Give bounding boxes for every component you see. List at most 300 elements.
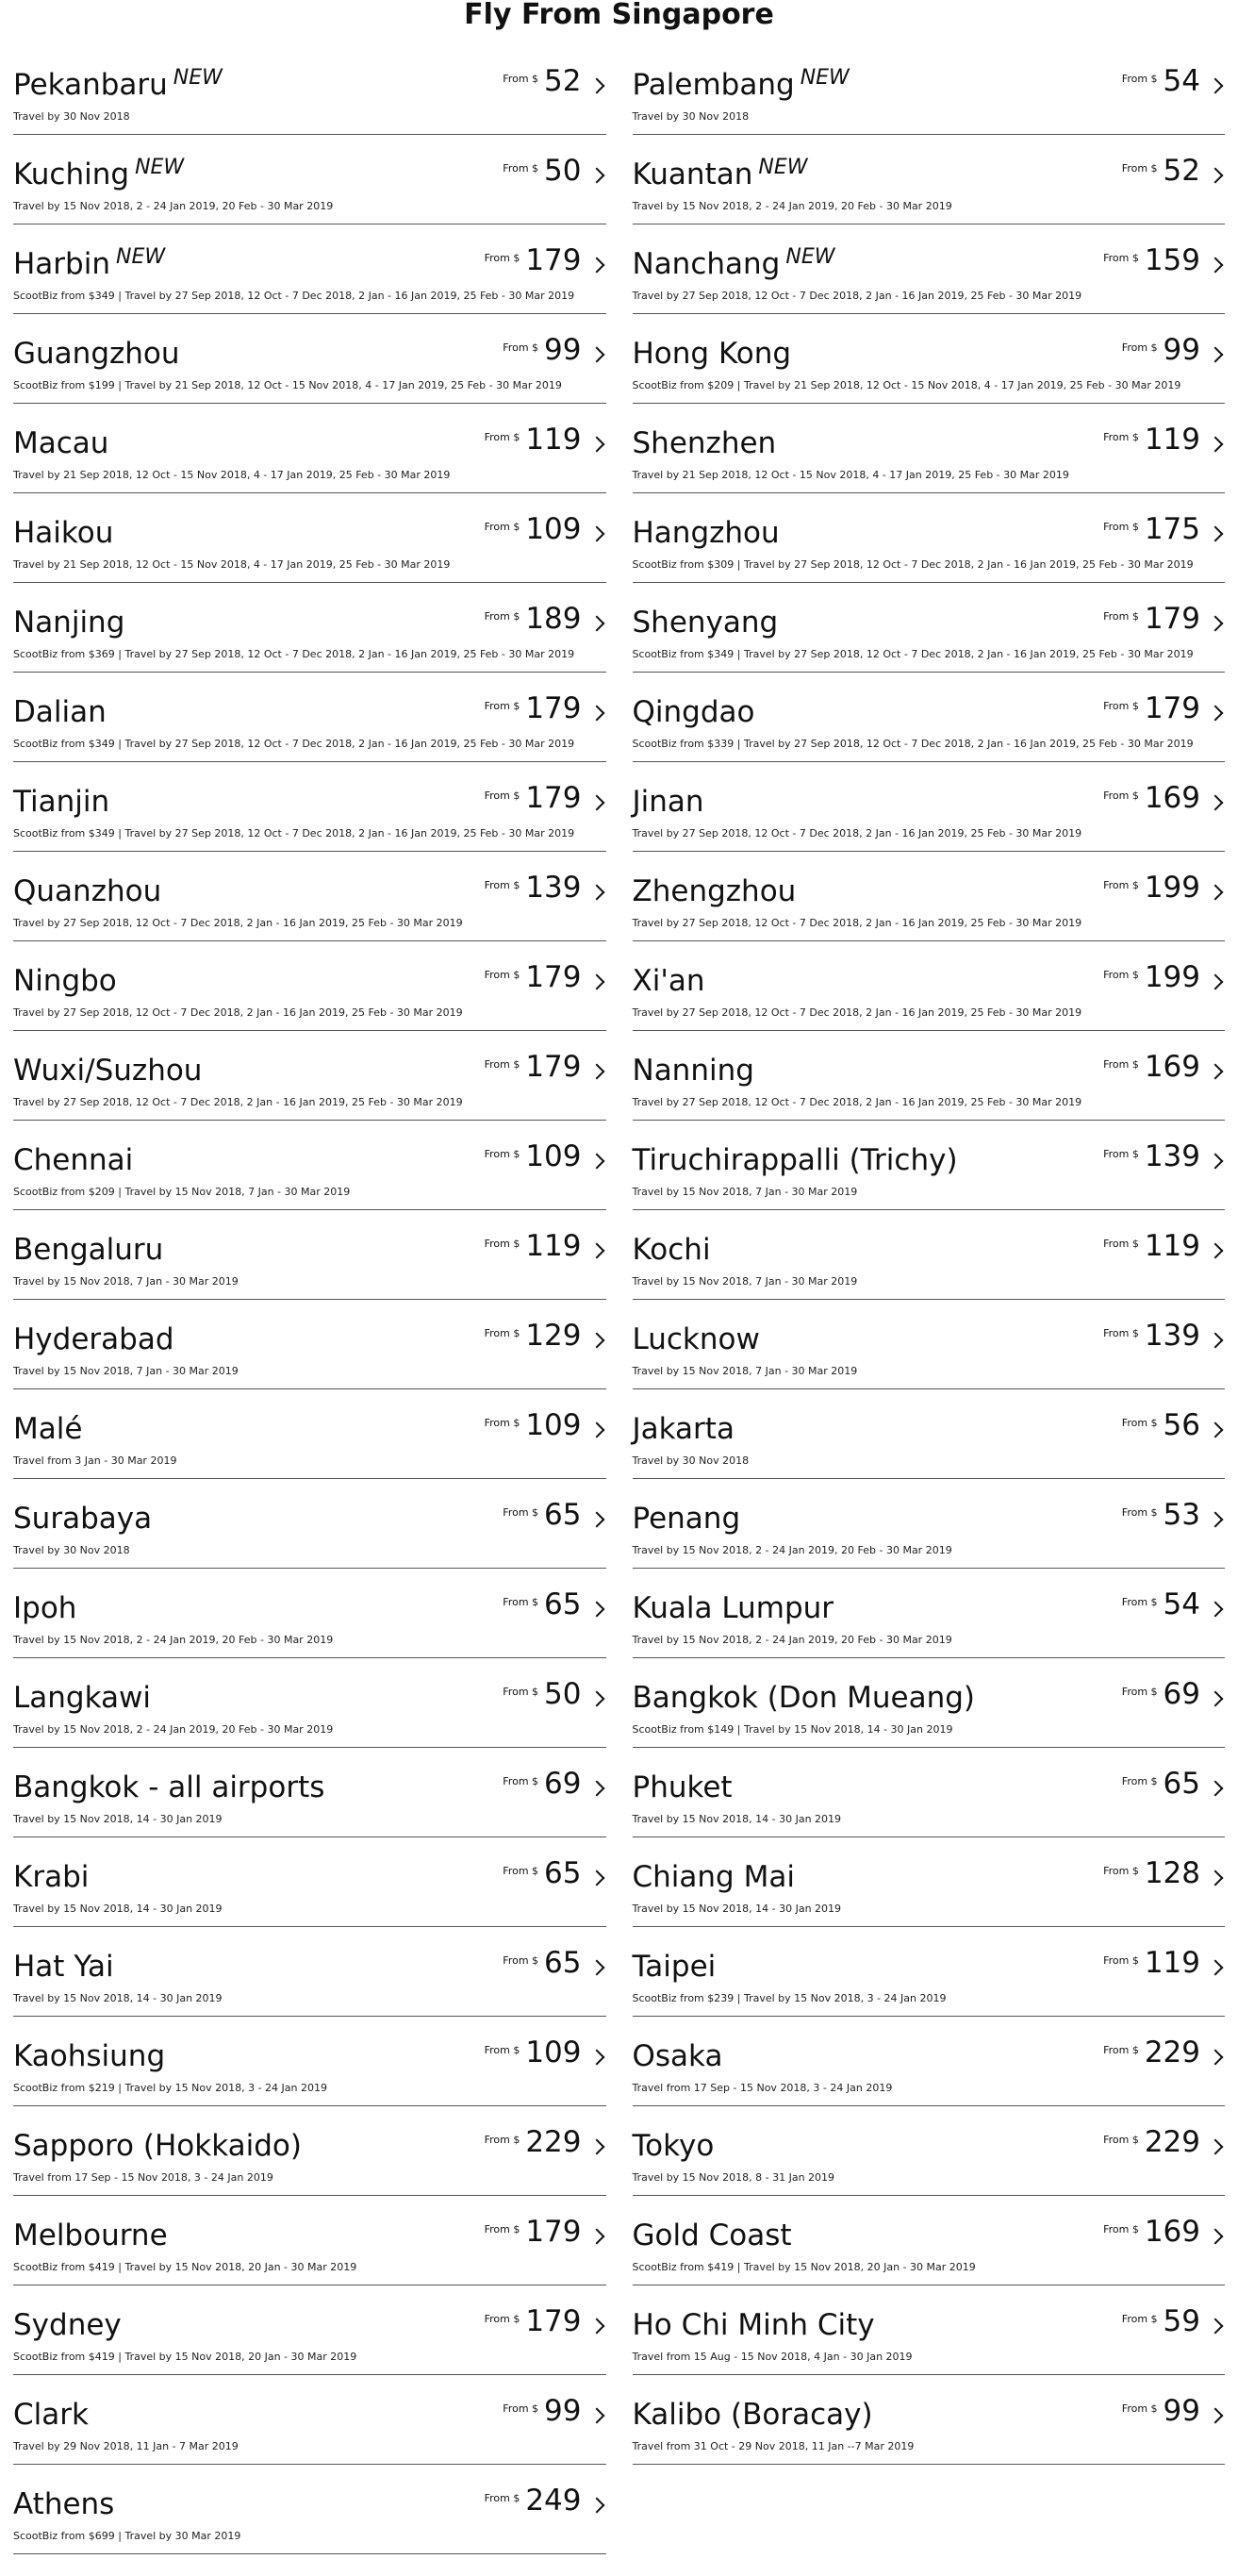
price-amount: 65 — [544, 1946, 582, 1980]
city-name: Kuala Lumpur — [632, 1591, 834, 1625]
city-name: Dalian — [13, 695, 107, 729]
city-name-wrap — [13, 1860, 89, 1894]
travel-note: Travel by 15 Nov 2018, 7 Jan - 30 Mar 2019 — [632, 1275, 858, 1288]
destination-card-17[interactable] — [633, 762, 1226, 852]
chevron-right-icon — [588, 78, 604, 94]
city-name: Kuantan — [632, 158, 753, 191]
city-name-wrap — [632, 244, 835, 281]
city-name: Melbourne — [13, 2219, 168, 2252]
city-name-wrap — [13, 695, 107, 729]
city-name-wrap — [13, 1233, 163, 1267]
price — [1103, 781, 1225, 815]
city-name-wrap — [633, 785, 704, 819]
city-name: Chennai — [13, 1143, 134, 1177]
price — [503, 154, 605, 188]
destination-card-0[interactable] — [13, 45, 606, 135]
travel-note: Travel from 31 Oct - 29 Nov 2018, 11 Jan --7 Mar 2019 — [632, 2440, 915, 2452]
city-name-wrap — [13, 1143, 133, 1177]
price — [485, 871, 606, 905]
chevron-right-icon — [588, 2408, 604, 2424]
chevron-right-icon — [588, 1870, 604, 1886]
price-amount: 65 — [544, 1498, 582, 1532]
new-badge: NEW — [800, 65, 850, 90]
destination-card-4[interactable] — [13, 224, 606, 314]
price — [1103, 1139, 1225, 1173]
travel-note: Travel by 29 Nov 2018, 11 Jan - 7 Mar 2019 — [13, 2440, 239, 2452]
city-name: Shenyang — [632, 606, 779, 640]
travel-note: Travel from 17 Sep - 15 Nov 2018, 3 - 24 Jan 2019 — [632, 2082, 893, 2094]
destination-card-37[interactable] — [633, 1658, 1226, 1748]
city-name-wrap — [633, 516, 780, 550]
chevron-right-icon — [1208, 1512, 1224, 1528]
destination-card-41[interactable] — [633, 1837, 1226, 1927]
chevron-right-icon — [1208, 885, 1224, 901]
price-amount: 179 — [525, 2304, 582, 2338]
chevron-right-icon — [588, 526, 604, 542]
city-name-wrap — [632, 65, 850, 102]
chevron-right-icon — [1208, 2318, 1224, 2335]
city-name-wrap — [633, 426, 777, 460]
price-amount: 109 — [525, 1408, 582, 1442]
city-name-wrap — [633, 1770, 733, 1804]
travel-note: Travel by 21 Sep 2018, 12 Oct - 15 Nov 2018, 4 - 17 Jan 2019, 25 Feb - 30 Mar 2019 — [632, 469, 1069, 481]
city-name: Pekanbaru — [13, 68, 168, 102]
destination-card-30[interactable] — [13, 1389, 606, 1479]
city-name: Sapporo (Hokkaido) — [13, 2129, 302, 2163]
destination-card-19[interactable] — [633, 852, 1226, 941]
travel-note: Travel from 17 Sep - 15 Nov 2018, 3 - 24 Jan 2019 — [13, 2171, 273, 2184]
destination-card-33[interactable] — [633, 1479, 1226, 1569]
travel-note: Travel by 27 Sep 2018, 12 Oct - 7 Dec 2018, 2 Jan - 16 Jan 2019, 25 Feb - 30 Mar 2019 — [632, 290, 1082, 302]
price — [1103, 243, 1225, 277]
travel-note: Travel by 15 Nov 2018, 2 - 24 Jan 2019, 20 Feb - 30 Mar 2019 — [632, 200, 952, 212]
price — [485, 1408, 606, 1442]
destination-card-45[interactable] — [633, 2017, 1226, 2106]
from-label: From $ — [503, 1954, 539, 1967]
price-amount: 119 — [525, 423, 582, 457]
from-label: From $ — [1103, 1327, 1139, 1339]
price-amount: 119 — [1144, 423, 1200, 457]
price — [1103, 602, 1225, 636]
chevron-right-icon — [588, 1333, 604, 1349]
price — [1103, 1050, 1225, 1084]
city-name-wrap — [633, 606, 779, 640]
new-badge: NEW — [135, 155, 185, 179]
price-amount: 199 — [1144, 960, 1200, 994]
destination-card-31[interactable] — [633, 1389, 1226, 1479]
city-name: Surabaya — [13, 1502, 153, 1536]
city-name-wrap — [13, 964, 117, 998]
destination-card-49[interactable] — [633, 2196, 1226, 2285]
price-amount: 189 — [525, 602, 582, 636]
city-name: Tiruchirappalli (Trichy) — [632, 1143, 958, 1177]
price-amount: 53 — [1163, 1498, 1200, 1532]
destination-card-1[interactable] — [633, 45, 1226, 135]
price-amount: 56 — [1163, 1408, 1200, 1442]
from-label: From $ — [1103, 700, 1139, 712]
destination-card-51[interactable] — [633, 2285, 1226, 2375]
destination-card-23[interactable] — [633, 1031, 1226, 1121]
price-amount: 99 — [1163, 2394, 1200, 2428]
city-name: Hangzhou — [632, 516, 780, 550]
from-label: From $ — [503, 1596, 539, 1608]
destination-card-16[interactable] — [13, 762, 606, 852]
price — [1122, 1587, 1225, 1621]
city-name: Krabi — [13, 1860, 90, 1894]
price — [503, 64, 605, 98]
destination-card-13[interactable] — [633, 583, 1226, 673]
price — [485, 2215, 606, 2249]
city-name: Hong Kong — [632, 337, 792, 371]
destination-card-10[interactable] — [13, 493, 606, 583]
price — [1122, 2304, 1225, 2338]
chevron-right-icon — [588, 437, 604, 453]
travel-note: Travel by 15 Nov 2018, 7 Jan - 30 Mar 2019 — [632, 1186, 858, 1198]
travel-note: Travel by 30 Nov 2018 — [632, 1454, 750, 1467]
city-name: Haikou — [13, 516, 114, 550]
chevron-right-icon — [1208, 795, 1224, 811]
travel-note: Travel by 15 Nov 2018, 7 Jan - 30 Mar 2019 — [632, 1365, 858, 1377]
destination-card-43[interactable] — [633, 1927, 1226, 2017]
price-amount: 179 — [1144, 691, 1200, 725]
from-label: From $ — [484, 700, 520, 712]
destination-card-46[interactable] — [13, 2106, 606, 2196]
travel-note: ScootBiz from $209 | Travel by 15 Nov 2018, 7 Jan - 30 Mar 2019 — [13, 1186, 351, 1198]
chevron-right-icon — [1208, 437, 1224, 453]
city-name-wrap — [632, 155, 808, 191]
price-amount: 169 — [1144, 1050, 1200, 1084]
destination-card-22[interactable] — [13, 1031, 606, 1121]
chevron-right-icon — [588, 1602, 604, 1618]
destination-card-8[interactable] — [13, 404, 606, 493]
travel-note: Travel by 27 Sep 2018, 12 Oct - 7 Dec 2018, 2 Jan - 16 Jan 2019, 25 Feb - 30 Mar 2019 — [632, 827, 1082, 839]
chevron-right-icon — [1208, 616, 1224, 632]
from-label: From $ — [1121, 1686, 1158, 1698]
from-label: From $ — [1103, 1148, 1139, 1160]
price — [1103, 871, 1225, 905]
city-name: Zhengzhou — [632, 874, 797, 908]
city-name-wrap — [13, 1770, 324, 1804]
destination-card-34[interactable] — [13, 1569, 606, 1658]
city-name-wrap — [633, 2308, 875, 2342]
destination-card-52[interactable] — [13, 2375, 606, 2465]
chevron-right-icon — [1208, 1781, 1224, 1797]
destination-card-29[interactable] — [633, 1300, 1226, 1389]
destination-card-50[interactable] — [13, 2285, 606, 2375]
price-amount: 159 — [1144, 243, 1200, 277]
city-name-wrap — [633, 337, 792, 371]
page-title: Fly From Singapore — [464, 0, 774, 31]
price — [1103, 1229, 1225, 1263]
price-amount: 179 — [1144, 602, 1200, 636]
from-label: From $ — [484, 1327, 520, 1339]
destination-card-28[interactable] — [13, 1300, 606, 1389]
destination-card-25[interactable] — [633, 1121, 1226, 1210]
destination-card-12[interactable] — [13, 583, 606, 673]
destination-card-32[interactable] — [13, 1479, 606, 1569]
price-amount: 59 — [1163, 2304, 1200, 2338]
chevron-right-icon — [1208, 1243, 1224, 1259]
from-label: From $ — [484, 521, 520, 533]
from-label: From $ — [484, 1417, 520, 1429]
city-name: Bangkok (Don Mueang) — [632, 1681, 976, 1715]
travel-note: Travel by 27 Sep 2018, 12 Oct - 7 Dec 2018, 2 Jan - 16 Jan 2019, 25 Feb - 30 Mar 2019 — [13, 1096, 463, 1108]
city-name: Hat Yai — [13, 1950, 114, 1984]
from-label: From $ — [1103, 2223, 1139, 2235]
travel-note: Travel by 15 Nov 2018, 2 - 24 Jan 2019, 20 Feb - 30 Mar 2019 — [632, 1634, 952, 1646]
price-amount: 179 — [525, 960, 582, 994]
city-name-wrap — [633, 964, 705, 998]
price — [485, 691, 606, 725]
destination-card-36[interactable] — [13, 1658, 606, 1748]
chevron-right-icon — [588, 168, 604, 184]
chevron-right-icon — [588, 1422, 604, 1438]
destination-card-27[interactable] — [633, 1210, 1226, 1300]
city-name-wrap — [633, 1591, 834, 1625]
chevron-right-icon — [1208, 347, 1224, 363]
city-name-wrap — [633, 1950, 717, 1984]
price-amount: 65 — [544, 1856, 582, 1890]
city-name: Jakarta — [632, 1412, 735, 1446]
destination-card-24[interactable] — [13, 1121, 606, 1210]
price-amount: 50 — [544, 154, 582, 188]
from-label: From $ — [1121, 2402, 1158, 2415]
price-amount: 175 — [1144, 512, 1200, 546]
city-name: Phuket — [632, 1770, 733, 1804]
travel-note: Travel by 15 Nov 2018, 2 - 24 Jan 2019, 20 Feb - 30 Mar 2019 — [13, 1634, 334, 1646]
destination-card-40[interactable] — [13, 1837, 606, 1927]
chevron-right-icon — [588, 706, 604, 722]
chevron-right-icon — [1208, 706, 1224, 722]
from-label: From $ — [1103, 431, 1139, 443]
from-label: From $ — [1103, 1865, 1139, 1877]
price-amount: 52 — [1163, 154, 1200, 188]
price — [1122, 1408, 1225, 1442]
from-label: From $ — [484, 1058, 520, 1071]
city-name: Palembang — [632, 68, 795, 102]
travel-note: Travel by 27 Sep 2018, 12 Oct - 7 Dec 2018, 2 Jan - 16 Jan 2019, 25 Feb - 30 Mar 2019 — [632, 1006, 1082, 1019]
price-amount: 179 — [525, 2215, 582, 2249]
price-amount: 179 — [525, 691, 582, 725]
city-name: Qingdao — [632, 695, 755, 729]
from-label: From $ — [503, 1686, 539, 1698]
from-label: From $ — [1103, 969, 1139, 981]
from-label: From $ — [1103, 1238, 1139, 1250]
travel-note: Travel by 15 Nov 2018, 14 - 30 Jan 2019 — [13, 1992, 223, 2004]
from-label: From $ — [503, 162, 539, 175]
price-amount: 249 — [525, 2484, 582, 2518]
travel-note: Travel by 15 Nov 2018, 7 Jan - 30 Mar 2019 — [13, 1275, 239, 1288]
travel-note: ScootBiz from $339 | Travel by 27 Sep 2018, 12 Oct - 7 Dec 2018, 2 Jan - 16 Jan 2019, 25 Feb - 30 Mar 2019 — [632, 738, 1194, 750]
chevron-right-icon — [588, 2318, 604, 2335]
price — [1122, 154, 1225, 188]
city-name-wrap — [13, 1950, 114, 1984]
from-label: From $ — [503, 2402, 539, 2415]
chevron-right-icon — [1208, 78, 1224, 94]
city-name-wrap — [633, 1412, 735, 1446]
price-amount: 179 — [525, 781, 582, 815]
travel-note: Travel by 30 Nov 2018 — [13, 110, 130, 123]
chevron-right-icon — [588, 2139, 604, 2155]
price-amount: 139 — [1144, 1319, 1200, 1353]
from-label: From $ — [1103, 879, 1139, 891]
price — [1122, 1498, 1225, 1532]
travel-note: ScootBiz from $419 | Travel by 15 Nov 2018, 20 Jan - 30 Mar 2019 — [13, 2351, 357, 2363]
destination-card-3[interactable] — [633, 135, 1226, 224]
from-label: From $ — [484, 2134, 520, 2146]
travel-note: ScootBiz from $239 | Travel by 15 Nov 2018, 3 - 24 Jan 2019 — [632, 1992, 947, 2004]
new-badge: NEW — [116, 244, 166, 269]
city-name-wrap — [13, 244, 166, 281]
travel-note: ScootBiz from $349 | Travel by 27 Sep 2018, 12 Oct - 7 Dec 2018, 2 Jan - 16 Jan 2019, 25 Feb - 30 Mar 2019 — [632, 648, 1194, 660]
from-label: From $ — [1103, 1058, 1139, 1071]
travel-note: ScootBiz from $349 | Travel by 27 Sep 2018, 12 Oct - 7 Dec 2018, 2 Jan - 16 Jan 2019, 25 Feb - 30 Mar 2019 — [13, 738, 575, 750]
city-name-wrap — [13, 2039, 165, 2073]
destination-card-18[interactable] — [13, 852, 606, 941]
city-name-wrap — [13, 2219, 168, 2252]
destination-card-11[interactable] — [633, 493, 1226, 583]
price — [1103, 1319, 1225, 1353]
destination-card-6[interactable] — [13, 314, 606, 404]
chevron-right-icon — [588, 795, 604, 811]
price — [503, 1587, 605, 1621]
city-name: Nanjing — [13, 606, 125, 640]
city-name: Kochi — [632, 1233, 711, 1267]
destination-card-35[interactable] — [633, 1569, 1226, 1658]
city-name-wrap — [13, 2487, 114, 2521]
city-name: Jinan — [632, 785, 704, 819]
price-amount: 52 — [544, 64, 582, 98]
destination-card-2[interactable] — [13, 135, 606, 224]
from-label: From $ — [484, 252, 520, 264]
city-name: Kaohsiung — [13, 2039, 166, 2073]
destination-card-38[interactable] — [13, 1748, 606, 1837]
chevron-right-icon — [1208, 258, 1224, 274]
from-label: From $ — [1103, 521, 1139, 533]
city-name: Nanchang — [632, 247, 781, 281]
travel-note: Travel by 15 Nov 2018, 2 - 24 Jan 2019, 20 Feb - 30 Mar 2019 — [13, 200, 334, 212]
destination-card-39[interactable] — [633, 1748, 1226, 1837]
city-name-wrap — [13, 2129, 302, 2163]
city-name-wrap — [13, 337, 180, 371]
chevron-right-icon — [1208, 2050, 1224, 2066]
from-label: From $ — [1103, 252, 1139, 264]
city-name-wrap — [633, 2129, 715, 2163]
travel-note: ScootBiz from $349 | Travel by 27 Sep 2018, 12 Oct - 7 Dec 2018, 2 Jan - 16 Jan 2019, 25 Feb - 30 Mar 2019 — [13, 290, 575, 302]
price — [485, 781, 606, 815]
chevron-right-icon — [1208, 2408, 1224, 2424]
price-amount: 99 — [1163, 333, 1200, 367]
city-name: Kalibo (Boracay) — [632, 2398, 873, 2432]
chevron-right-icon — [1208, 1154, 1224, 1170]
destination-card-14[interactable] — [13, 673, 606, 762]
from-label: From $ — [484, 789, 520, 802]
from-label: From $ — [1121, 2313, 1158, 2325]
city-name-wrap — [633, 1233, 711, 1267]
destination-card-26[interactable] — [13, 1210, 606, 1300]
destination-card-21[interactable] — [633, 941, 1226, 1031]
chevron-right-icon — [588, 1512, 604, 1528]
price-amount: 199 — [1144, 871, 1200, 905]
destination-card-44[interactable] — [13, 2017, 606, 2106]
from-label: From $ — [1121, 1417, 1158, 1429]
price — [1122, 2394, 1225, 2428]
from-label: From $ — [1121, 1596, 1158, 1608]
city-name-wrap — [13, 1412, 82, 1446]
city-name: Athens — [13, 2487, 115, 2521]
price — [1103, 1856, 1225, 1890]
city-name: Quanzhou — [13, 874, 162, 908]
from-label: From $ — [484, 610, 520, 623]
destination-card-53[interactable] — [633, 2375, 1226, 2465]
price-amount: 69 — [1163, 1677, 1200, 1711]
price-amount: 229 — [525, 2125, 582, 2159]
travel-note: Travel by 27 Sep 2018, 12 Oct - 7 Dec 2018, 2 Jan - 16 Jan 2019, 25 Feb - 30 Mar 2019 — [632, 1096, 1082, 1108]
city-name: Tianjin — [13, 785, 110, 819]
new-badge: NEW — [785, 244, 835, 269]
price-amount: 109 — [525, 512, 582, 546]
destination-card-20[interactable] — [13, 941, 606, 1031]
price-amount: 54 — [1163, 64, 1200, 98]
price-amount: 139 — [525, 871, 582, 905]
destination-card-42[interactable] — [13, 1927, 606, 2017]
city-name-wrap — [13, 2308, 122, 2342]
city-name-wrap — [633, 1054, 754, 1088]
city-name-wrap — [13, 1681, 151, 1715]
chevron-right-icon — [1208, 2229, 1224, 2245]
price-amount: 119 — [1144, 1946, 1200, 1980]
city-name-wrap — [13, 874, 161, 908]
price-amount: 99 — [544, 2394, 582, 2428]
destination-card-54[interactable] — [13, 2465, 606, 2554]
destination-card-47[interactable] — [633, 2106, 1226, 2196]
travel-note: ScootBiz from $199 | Travel by 21 Sep 2018, 12 Oct - 15 Nov 2018, 4 - 17 Jan 2019, 25 Feb - 30 Mar 2019 — [13, 379, 562, 391]
destination-card-7[interactable] — [633, 314, 1226, 404]
travel-note: Travel from 3 Jan - 30 Mar 2019 — [13, 1454, 177, 1467]
city-name: Xi'an — [632, 964, 705, 998]
price-amount: 169 — [1144, 2215, 1200, 2249]
from-label: From $ — [1121, 1506, 1158, 1519]
price — [1122, 333, 1225, 367]
price — [1103, 2125, 1225, 2159]
city-name: Bengaluru — [13, 1233, 164, 1267]
chevron-right-icon — [588, 974, 604, 990]
city-name-wrap — [13, 1502, 152, 1536]
travel-note: Travel by 15 Nov 2018, 2 - 24 Jan 2019, 20 Feb - 30 Mar 2019 — [13, 1723, 334, 1736]
price — [485, 1229, 606, 1263]
city-name: Taipei — [632, 1950, 717, 1984]
travel-note: Travel by 21 Sep 2018, 12 Oct - 15 Nov 2018, 4 - 17 Jan 2019, 25 Feb - 30 Mar 2019 — [13, 558, 451, 571]
travel-note: ScootBiz from $309 | Travel by 27 Sep 2018, 12 Oct - 7 Dec 2018, 2 Jan - 16 Jan 2019, 25 Feb - 30 Mar 2019 — [632, 558, 1194, 571]
destination-card-9[interactable] — [633, 404, 1226, 493]
chevron-right-icon — [588, 2050, 604, 2066]
city-name: Sydney — [13, 2308, 122, 2342]
destination-card-48[interactable] — [13, 2196, 606, 2285]
price-amount: 65 — [1163, 1767, 1200, 1801]
city-name: Ho Chi Minh City — [632, 2308, 875, 2342]
destination-card-5[interactable] — [633, 224, 1226, 314]
city-name-wrap — [633, 2219, 792, 2252]
price-amount: 54 — [1163, 1587, 1200, 1621]
city-name-wrap — [633, 1860, 795, 1894]
chevron-right-icon — [588, 347, 604, 363]
city-name: Kuching — [13, 158, 130, 191]
price-amount: 229 — [1144, 2125, 1200, 2159]
chevron-right-icon — [1208, 974, 1224, 990]
destination-card-15[interactable] — [633, 673, 1226, 762]
from-label: From $ — [484, 1238, 520, 1250]
city-name-wrap — [633, 1322, 760, 1356]
